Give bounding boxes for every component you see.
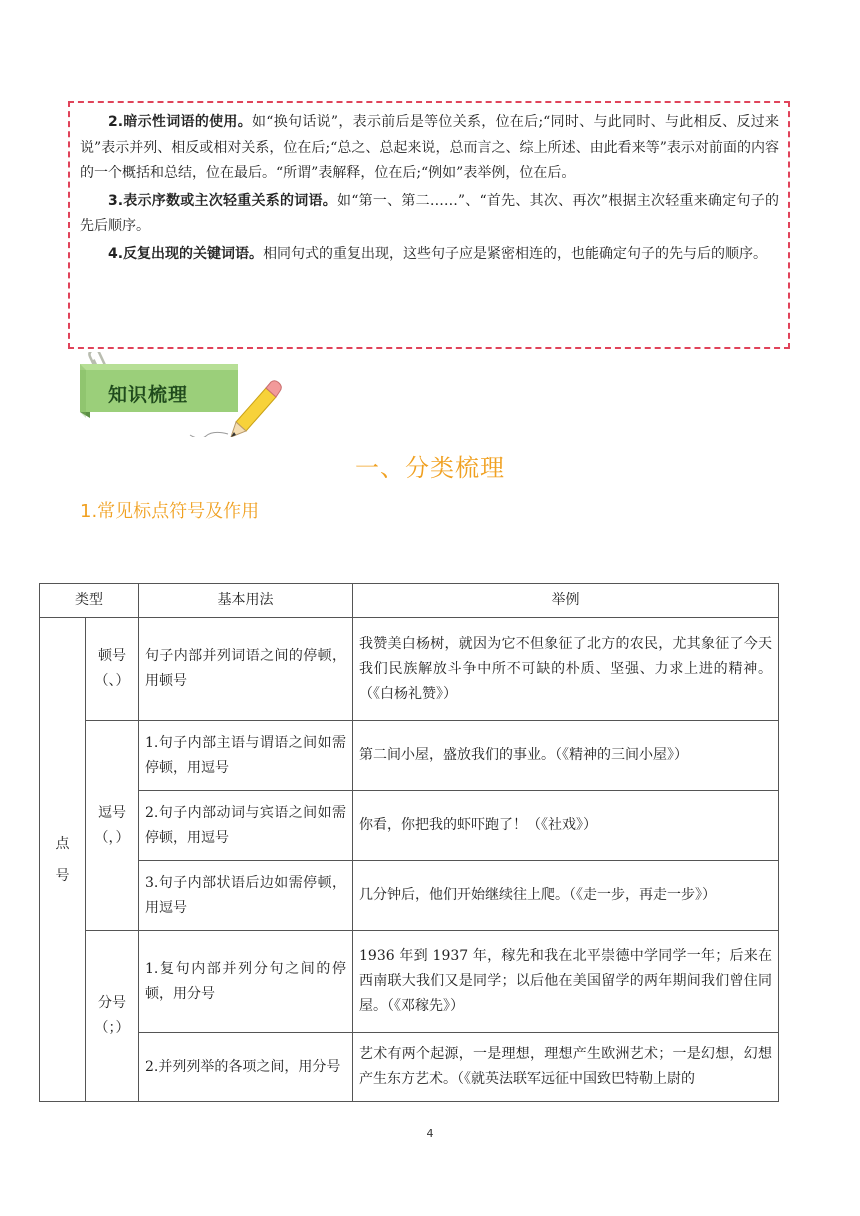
usage-cell: 2.句子内部动词与宾语之间如需停顿，用逗号 <box>139 791 353 861</box>
header-usage: 基本用法 <box>139 584 353 618</box>
table-row <box>40 1033 779 1102</box>
example-cell: 我赞美白杨树，就因为它不但象征了北方的农民，尤其象征了今天我们民族解放斗争中所不可缺的朴质、坚强、力求上进的精神。（《白杨礼赞》） <box>353 618 779 721</box>
pencil-icon <box>231 381 281 437</box>
category-cell: 点 号 <box>40 618 86 1102</box>
type-cell: 顿号（、） <box>86 618 139 721</box>
usage-cell: 1.复句内部并列分句之间的停顿，用分号 <box>139 931 353 1033</box>
table-row <box>40 861 779 931</box>
table-row <box>40 721 779 791</box>
note-item: 3.表示序数或主次轻重关系的词语。如“第一、第二……”、“首先、其次、再次”根据主次轻重来确定句子的先后顺序。 <box>80 192 779 234</box>
knowledge-badge <box>78 352 288 437</box>
sub-title: 1.常见标点符号及作用 <box>80 501 260 522</box>
header-example: 举例 <box>353 584 779 618</box>
type-cell: 逗号（，） <box>86 721 139 931</box>
example-cell: 你看，你把我的虾吓跑了！（《社戏》） <box>353 791 779 861</box>
note-item: 2.暗示性词语的使用。如“换句话说”，表示前后是等位关系，位在后;“同时、与此同时、与此相反、反过来说”表示并列、相反或相对关系，位在后;“总之、总起来说，总而言之、综上所述、由此看来等”表示对前面的内容的一个概括和总结，位在最后。“所谓”表解释，位在后;“例如”表举例，位在后。 <box>80 114 780 181</box>
usage-cell: 句子内部并列词语之间的停顿，用顿号 <box>139 618 353 721</box>
badge-label: 知识梳理 <box>108 384 189 406</box>
usage-cell: 3.句子内部状语后边如需停顿，用逗号 <box>139 861 353 931</box>
example-cell: 第二间小屋，盛放我们的事业。（《精神的三间小屋》） <box>353 721 779 791</box>
notes-box <box>68 101 790 349</box>
example-cell: 1936 年到 1937 年，稼先和我在北平崇德中学同学一年；后来在西南联大我们又是同学；以后他在美国留学的两年期间我们曾住同屋。（《邓稼先》） <box>353 931 779 1033</box>
table-row <box>40 618 779 721</box>
example-cell: 艺术有两个起源，一是理想，理想产生欧洲艺术；一是幻想，幻想产生东方艺术。（《就英法联军远征中国致巴特勒上尉的 <box>353 1033 779 1102</box>
note-item: 4.反复出现的关键词语。相同句式的重复出现，这些句子应是紧密相连的，也能确定句子的先与后的顺序。 <box>108 245 768 262</box>
table-header-row <box>40 584 779 618</box>
page-number: 4 <box>426 1127 434 1140</box>
usage-cell: 1.句子内部主语与谓语之间如需停顿，用逗号 <box>139 721 353 791</box>
punctuation-table <box>39 583 779 1102</box>
table-row <box>40 931 779 1033</box>
type-cell: 分号（；） <box>86 931 139 1102</box>
header-type: 类型 <box>40 584 139 618</box>
usage-cell: 2.并列列举的各项之间，用分号 <box>139 1033 353 1102</box>
table-row <box>40 791 779 861</box>
example-cell: 几分钟后，他们开始继续往上爬。（《走一步，再走一步》） <box>353 861 779 931</box>
section-title: 一、分类梳理 <box>355 454 505 482</box>
